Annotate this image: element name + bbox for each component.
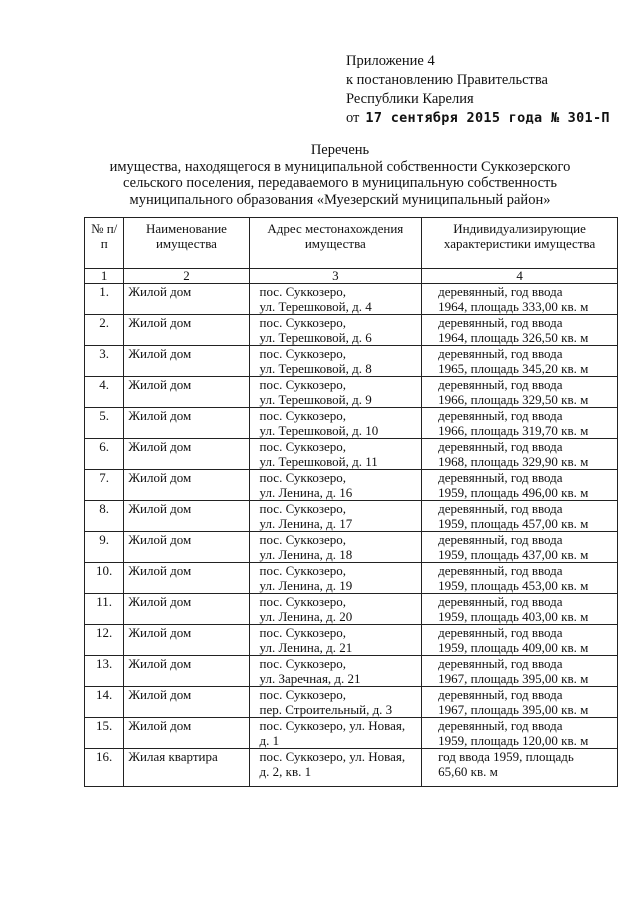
property-name: Жилой дом <box>124 315 249 346</box>
column-number: 2 <box>124 269 249 284</box>
property-name: Жилой дом <box>124 687 249 718</box>
row-number: 11. <box>85 594 124 625</box>
property-address <box>249 532 422 563</box>
address-line: ул. Терешковой, д. 4 <box>259 299 372 314</box>
address-line: пос. Суккозеро, <box>259 408 347 423</box>
property-address <box>249 501 422 532</box>
property-characteristics <box>422 749 618 787</box>
property-name: Жилой дом <box>124 625 249 656</box>
characteristics-line: деревянный, год ввода <box>438 315 563 330</box>
table-header-row <box>85 218 618 269</box>
row-number: 9. <box>85 532 124 563</box>
appendix-reference: к постановлению Правительства <box>346 72 548 88</box>
characteristics-line: 1959, площадь 453,00 кв. м <box>438 578 589 593</box>
property-address <box>249 687 422 718</box>
row-number: 8. <box>85 501 124 532</box>
characteristics-line: 1966, площадь 329,50 кв. м <box>438 392 589 407</box>
title-line-3: сельского поселения, передаваемого в муниципальную собственность <box>123 175 557 191</box>
property-address <box>249 408 422 439</box>
address-line: пос. Суккозеро, <box>259 532 347 547</box>
property-name: Жилой дом <box>124 377 249 408</box>
address-line: д. 2, кв. 1 <box>259 764 312 779</box>
row-number: 7. <box>85 470 124 501</box>
characteristics-line: 1967, площадь 395,00 кв. м <box>438 671 589 686</box>
row-number: 3. <box>85 346 124 377</box>
address-line: пос. Суккозеро, <box>259 346 347 361</box>
characteristics-line: 1966, площадь 319,70 кв. м <box>438 423 589 438</box>
table-row <box>85 346 618 377</box>
table-row <box>85 687 618 718</box>
row-number: 2. <box>85 315 124 346</box>
document-title <box>60 142 620 208</box>
table-row <box>85 718 618 749</box>
column-number: 3 <box>249 269 422 284</box>
header-number: № п/п <box>85 218 124 269</box>
row-number: 4. <box>85 377 124 408</box>
appendix-government: Республики Карелия <box>346 91 474 107</box>
property-address <box>249 563 422 594</box>
address-line: ул. Ленина, д. 20 <box>259 609 353 624</box>
row-number: 10. <box>85 563 124 594</box>
property-name: Жилой дом <box>124 501 249 532</box>
characteristics-line: деревянный, год ввода <box>438 470 563 485</box>
table-row <box>85 284 618 315</box>
table-row <box>85 532 618 563</box>
characteristics-line: 1964, площадь 333,00 кв. м <box>438 299 589 314</box>
table-row <box>85 749 618 787</box>
table-row <box>85 470 618 501</box>
address-line: ул. Ленина, д. 18 <box>259 547 353 562</box>
property-table <box>84 217 618 787</box>
table-row <box>85 501 618 532</box>
header-name: Наименование имущества <box>124 218 249 269</box>
characteristics-line: деревянный, год ввода <box>438 718 563 733</box>
address-line: ул. Ленина, д. 19 <box>259 578 353 593</box>
characteristics-line: деревянный, год ввода <box>438 439 563 454</box>
address-line: пос. Суккозеро, <box>259 439 347 454</box>
characteristics-line: 1959, площадь 437,00 кв. м <box>438 547 589 562</box>
property-characteristics <box>422 718 618 749</box>
characteristics-line: деревянный, год ввода <box>438 563 563 578</box>
address-line: ул. Терешковой, д. 8 <box>259 361 372 376</box>
address-line: ул. Терешковой, д. 10 <box>259 423 379 438</box>
address-line: пос. Суккозеро, <box>259 470 347 485</box>
address-line: пос. Суккозеро, <box>259 563 347 578</box>
characteristics-line: 1959, площадь 120,00 кв. м <box>438 733 589 748</box>
property-address <box>249 315 422 346</box>
table-body <box>85 284 618 787</box>
property-characteristics <box>422 563 618 594</box>
characteristics-line: деревянный, год ввода <box>438 346 563 361</box>
row-number: 5. <box>85 408 124 439</box>
address-line: ул. Ленина, д. 21 <box>259 640 353 655</box>
characteristics-line: 1959, площадь 457,00 кв. м <box>438 516 589 531</box>
title-line-4: муниципального образования «Муезерский муниципальный район» <box>129 191 551 208</box>
document-number-stamp: 17 сентября 2015 года № 301-П <box>365 110 610 126</box>
property-characteristics <box>422 501 618 532</box>
property-characteristics <box>422 625 618 656</box>
row-number: 15. <box>85 718 124 749</box>
table-row <box>85 439 618 470</box>
address-line: ул. Ленина, д. 17 <box>259 516 353 531</box>
characteristics-line: деревянный, год ввода <box>438 284 563 299</box>
appendix-title: Приложение 4 <box>346 53 435 69</box>
characteristics-line: деревянный, год ввода <box>438 377 563 392</box>
characteristics-line: деревянный, год ввода <box>438 687 563 702</box>
characteristics-line: 1959, площадь 403,00 кв. м <box>438 609 589 624</box>
table-row <box>85 377 618 408</box>
property-characteristics <box>422 377 618 408</box>
property-address <box>249 594 422 625</box>
header-characteristics: Индивидуализирующие характеристики имущества <box>422 218 618 269</box>
property-name: Жилая квартира <box>124 749 249 787</box>
characteristics-line: 65,60 кв. м <box>438 764 498 779</box>
address-line: пос. Суккозеро, <box>259 377 347 392</box>
header-address: Адрес местонахождения имущества <box>249 218 422 269</box>
property-address <box>249 625 422 656</box>
address-line: ул. Заречная, д. 21 <box>259 671 361 686</box>
address-line: пос. Суккозеро, <box>259 594 347 609</box>
table-row <box>85 315 618 346</box>
property-name: Жилой дом <box>124 532 249 563</box>
characteristics-line: 1967, площадь 395,00 кв. м <box>438 702 589 717</box>
table-row <box>85 656 618 687</box>
address-line: д. 1 <box>259 733 280 748</box>
appendix-heading <box>346 52 610 128</box>
property-characteristics <box>422 532 618 563</box>
address-line: пос. Суккозеро, <box>259 625 347 640</box>
characteristics-line: год ввода 1959, площадь <box>438 749 574 764</box>
table-row <box>85 563 618 594</box>
property-characteristics <box>422 594 618 625</box>
property-characteristics <box>422 284 618 315</box>
address-line: пос. Суккозеро, <box>259 315 347 330</box>
row-number: 16. <box>85 749 124 787</box>
address-line: ул. Ленина, д. 16 <box>259 485 353 500</box>
column-number: 4 <box>422 269 618 284</box>
address-line: пос. Суккозеро, <box>259 687 347 702</box>
property-address <box>249 284 422 315</box>
property-name: Жилой дом <box>124 284 249 315</box>
characteristics-line: деревянный, год ввода <box>438 594 563 609</box>
column-number: 1 <box>85 269 124 284</box>
address-line: пос. Суккозеро, <box>259 656 347 671</box>
property-name: Жилой дом <box>124 563 249 594</box>
property-name: Жилой дом <box>124 346 249 377</box>
row-number: 6. <box>85 439 124 470</box>
title-line-1: Перечень <box>310 142 370 158</box>
property-name: Жилой дом <box>124 656 249 687</box>
characteristics-line: деревянный, год ввода <box>438 501 563 516</box>
property-characteristics <box>422 687 618 718</box>
characteristics-line: 1965, площадь 345,20 кв. м <box>438 361 589 376</box>
address-line: пос. Суккозеро, ул. Новая, <box>259 749 406 764</box>
property-address <box>249 470 422 501</box>
address-line: ул. Терешковой, д. 6 <box>259 330 372 345</box>
row-number: 1. <box>85 284 124 315</box>
characteristics-line: 1964, площадь 326,50 кв. м <box>438 330 589 345</box>
address-line: пер. Строительный, д. 3 <box>259 702 393 717</box>
property-characteristics <box>422 315 618 346</box>
property-characteristics <box>422 470 618 501</box>
address-line: ул. Терешковой, д. 11 <box>259 454 378 469</box>
property-address <box>249 749 422 787</box>
appendix-date-line <box>346 109 610 128</box>
property-name: Жилой дом <box>124 439 249 470</box>
property-address <box>249 346 422 377</box>
property-address <box>249 718 422 749</box>
table-row <box>85 625 618 656</box>
property-address <box>249 377 422 408</box>
property-characteristics <box>422 439 618 470</box>
characteristics-line: 1959, площадь 409,00 кв. м <box>438 640 589 655</box>
property-name: Жилой дом <box>124 470 249 501</box>
property-name: Жилой дом <box>124 408 249 439</box>
property-address <box>249 656 422 687</box>
characteristics-line: деревянный, год ввода <box>438 408 563 423</box>
column-number-row <box>85 269 618 284</box>
row-number: 13. <box>85 656 124 687</box>
row-number: 14. <box>85 687 124 718</box>
characteristics-line: 1959, площадь 496,00 кв. м <box>438 485 589 500</box>
address-line: пос. Суккозеро, ул. Новая, <box>259 718 406 733</box>
address-line: пос. Суккозеро, <box>259 501 347 516</box>
address-line: ул. Терешковой, д. 9 <box>259 392 372 407</box>
property-address <box>249 439 422 470</box>
title-line-2: имущества, находящегося в муниципальной собственности Суккозерского <box>109 158 571 175</box>
characteristics-line: деревянный, год ввода <box>438 532 563 547</box>
row-number: 12. <box>85 625 124 656</box>
property-characteristics <box>422 408 618 439</box>
property-characteristics <box>422 346 618 377</box>
characteristics-line: деревянный, год ввода <box>438 625 563 640</box>
property-name: Жилой дом <box>124 718 249 749</box>
table-row <box>85 408 618 439</box>
characteristics-line: 1968, площадь 329,90 кв. м <box>438 454 589 469</box>
property-characteristics <box>422 656 618 687</box>
appendix-date-prefix: от <box>346 110 360 126</box>
table-row <box>85 594 618 625</box>
characteristics-line: деревянный, год ввода <box>438 656 563 671</box>
address-line: пос. Суккозеро, <box>259 284 347 299</box>
property-name: Жилой дом <box>124 594 249 625</box>
